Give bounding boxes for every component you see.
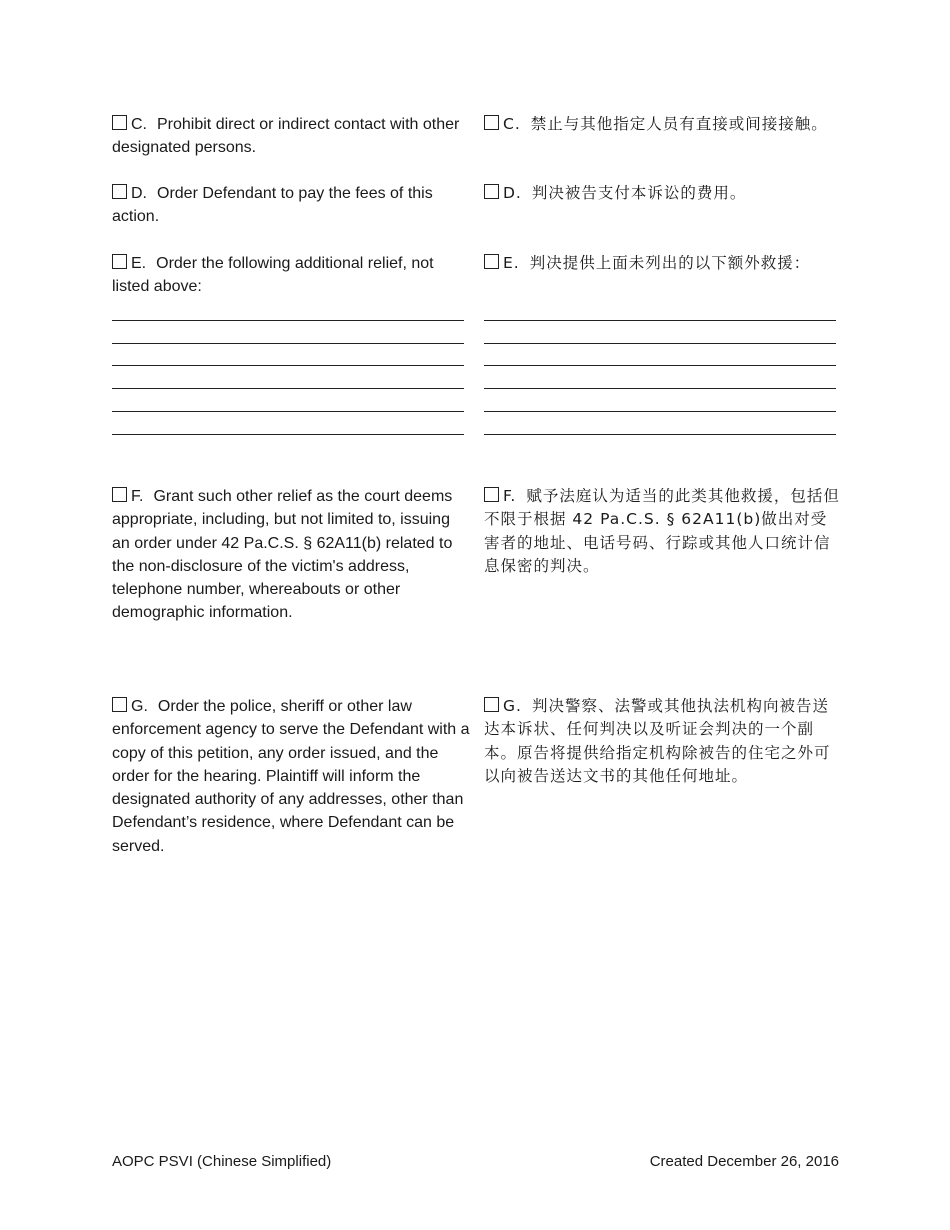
item-f-en xyxy=(112,485,472,625)
checkbox-c-zh[interactable] xyxy=(484,115,499,130)
blank-line[interactable] xyxy=(484,366,836,389)
item-c-en xyxy=(112,113,472,160)
blank-line[interactable] xyxy=(484,412,836,435)
blank-line[interactable] xyxy=(484,298,836,321)
item-text: 赋予法庭认为适当的此类其他救援，包括但不限于根据 42 Pa.C.S. § 62A11(b)做出对受害者的地址、电话号码、行踪或其他人口统计信息保密的判决。 xyxy=(484,487,840,575)
blank-line[interactable] xyxy=(484,321,836,344)
item-letter: E. xyxy=(503,254,520,272)
item-g-en xyxy=(112,695,472,858)
item-text: Order Defendant to pay the fees of this action. xyxy=(112,185,433,226)
item-text: 判决提供上面未列出的以下额外救援： xyxy=(529,254,811,272)
item-letter: C. xyxy=(503,115,521,133)
relief-lines-zh[interactable] xyxy=(484,298,836,435)
item-text: 判决被告支付本诉讼的费用。 xyxy=(531,184,747,202)
item-letter: G. xyxy=(503,697,522,715)
item-e-zh xyxy=(484,252,840,275)
item-letter: D. xyxy=(503,184,522,202)
checkbox-d-en[interactable] xyxy=(112,184,127,199)
item-letter: F. xyxy=(131,488,144,505)
checkbox-f-en[interactable] xyxy=(112,487,127,502)
footer-created-date: Created December 26, 2016 xyxy=(649,1153,839,1170)
item-text: Order the following additional relief, not listed above: xyxy=(112,255,434,296)
item-letter: C. xyxy=(131,116,147,133)
blank-line[interactable] xyxy=(112,321,464,344)
checkbox-f-zh[interactable] xyxy=(484,487,499,502)
item-c-zh xyxy=(484,113,840,136)
item-f-zh xyxy=(484,485,840,578)
blank-line[interactable] xyxy=(112,344,464,367)
checkbox-c-en[interactable] xyxy=(112,115,127,130)
checkbox-g-en[interactable] xyxy=(112,697,127,712)
footer-form-id: AOPC PSVI (Chinese Simplified) xyxy=(112,1153,332,1170)
item-text: 禁止与其他指定人员有直接或间接接触。 xyxy=(530,115,828,133)
checkbox-e-en[interactable] xyxy=(112,254,127,269)
blank-line[interactable] xyxy=(112,366,464,389)
item-e-en xyxy=(112,252,472,299)
item-d-en xyxy=(112,182,472,229)
item-letter: F. xyxy=(503,487,517,505)
checkbox-g-zh[interactable] xyxy=(484,697,499,712)
blank-line[interactable] xyxy=(484,344,836,367)
blank-line[interactable] xyxy=(484,389,836,412)
item-d-zh xyxy=(484,182,840,205)
item-text: Order the police, sheriff or other law enforcement agency to serve the Defendant with a copy of this petition, any order issued, and the order for the hearing. Plaintiff will inform the designated authority of any addresses, other than Defendant’s residence, where Defendant can be served. xyxy=(112,698,470,855)
blank-line[interactable] xyxy=(112,389,464,412)
item-text: 判决警察、法警或其他执法机构向被告送达本诉状、任何判决以及听证会判决的一个副本。原告将提供给指定机构除被告的住宅之外可以向被告送达文书的其他任何地址。 xyxy=(484,697,831,785)
checkbox-e-zh[interactable] xyxy=(484,254,499,269)
item-letter: E. xyxy=(131,255,147,272)
blank-line[interactable] xyxy=(112,412,464,435)
item-letter: G. xyxy=(131,698,148,715)
item-text: Prohibit direct or indirect contact with other designated persons. xyxy=(112,116,460,157)
checkbox-d-zh[interactable] xyxy=(484,184,499,199)
item-g-zh xyxy=(484,695,840,788)
item-letter: D. xyxy=(131,185,147,202)
blank-line[interactable] xyxy=(112,298,464,321)
item-text: Grant such other relief as the court deems appropriate, including, but not limited to, issuing an order under 42 Pa.C.S. § 62A11(b) related to the non-disclosure of the victim's address, telephone number, whereabouts or other demographic information. xyxy=(112,488,453,622)
relief-lines-en[interactable] xyxy=(112,298,464,435)
